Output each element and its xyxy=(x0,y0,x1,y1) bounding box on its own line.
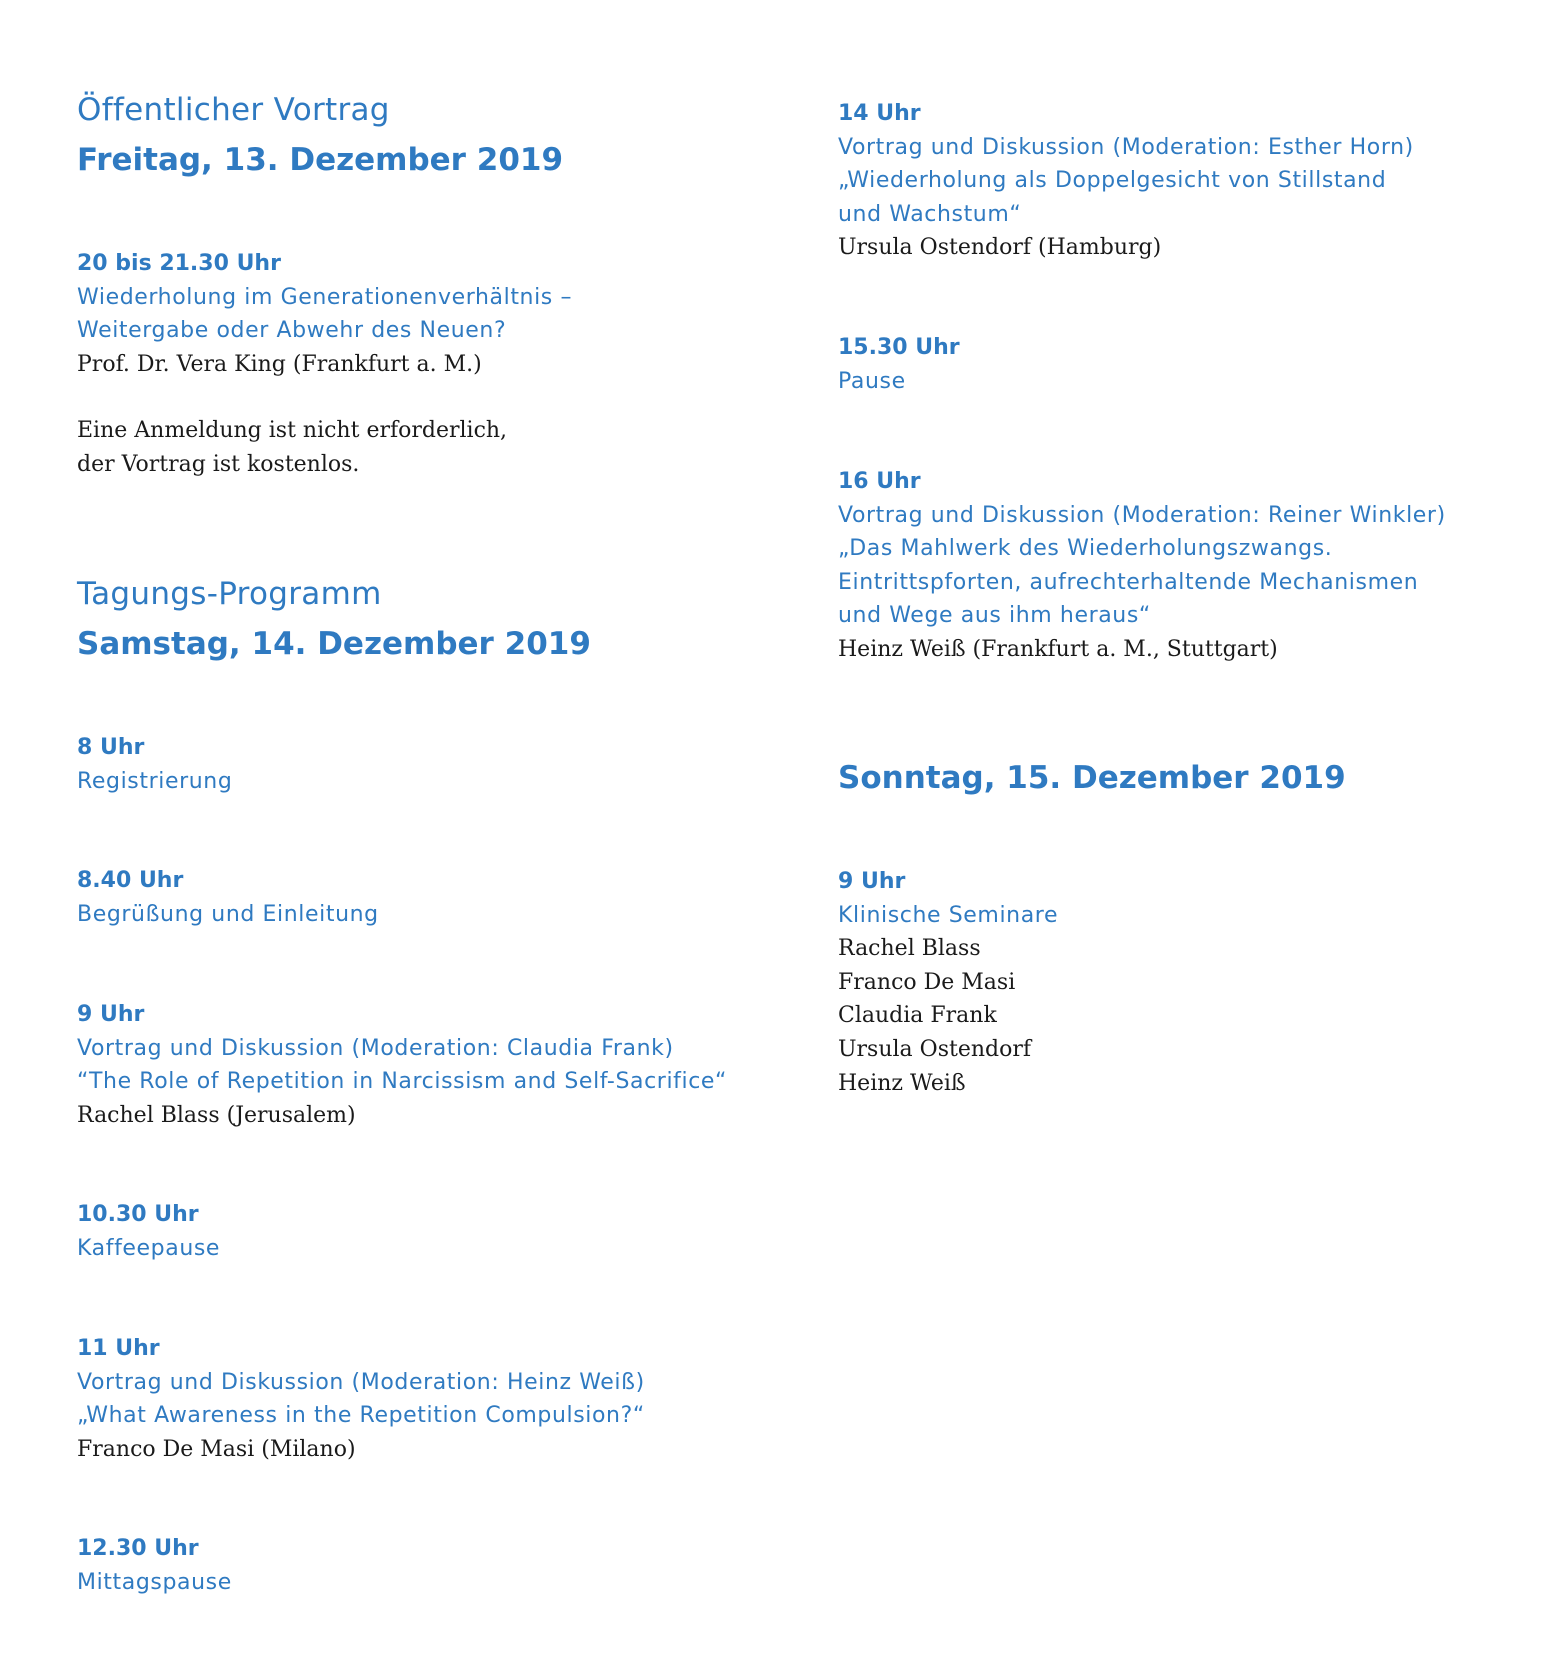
program-time: 12.30 Uhr xyxy=(77,1536,199,1561)
note-line: Eine Anmeldung ist nicht erforderlich, xyxy=(77,418,508,443)
program-speaker: Ursula Ostendorf (Hamburg) xyxy=(838,235,1162,261)
registration-note xyxy=(77,414,507,481)
program-title: Mittagspause xyxy=(77,1569,232,1595)
program-time: 15.30 Uhr xyxy=(838,335,960,360)
program-item xyxy=(838,865,1058,1100)
program-time: 16 Uhr xyxy=(838,469,921,494)
program-time: 11 Uhr xyxy=(77,1336,160,1361)
program-title: Begrüßung und Einleitung xyxy=(77,901,379,927)
program-time: 14 Uhr xyxy=(838,101,921,126)
saturday-date-heading: Samstag, 14. Dezember 2019 xyxy=(77,626,591,662)
program-speaker: Franco De Masi (Milano) xyxy=(77,1436,356,1462)
program-item xyxy=(77,998,727,1132)
conference-program-heading: Tagungs-Programm xyxy=(77,576,382,612)
program-item xyxy=(838,331,960,398)
sunday-date-heading: Sonntag, 15. Dezember 2019 xyxy=(838,760,1346,796)
program-title: Kaffeepause xyxy=(77,1235,221,1261)
program-title: Pause xyxy=(838,368,906,394)
program-item xyxy=(77,864,379,931)
program-item xyxy=(77,1532,232,1599)
program-title: Vortrag und Diskussion (Moderation: Heinz Weiß) xyxy=(77,1369,645,1395)
program-time: 9 Uhr xyxy=(77,1002,145,1027)
lecture-block xyxy=(77,247,572,381)
program-time: 10.30 Uhr xyxy=(77,1202,199,1227)
program-time: 8.40 Uhr xyxy=(77,868,184,893)
program-title: Registrierung xyxy=(77,768,233,794)
program-item xyxy=(77,731,232,798)
program-time: 9 Uhr xyxy=(838,869,906,894)
program-title: Vortrag und Diskussion (Moderation: Esther Horn) xyxy=(838,134,1414,160)
seminar-speaker: Franco De Masi xyxy=(838,969,1016,995)
program-speaker: Heinz Weiß (Frankfurt a. M., Stuttgart) xyxy=(838,636,1278,662)
program-speaker: Rachel Blass (Jerusalem) xyxy=(77,1102,356,1128)
seminar-speaker: Claudia Frank xyxy=(838,1003,997,1029)
lecture-time: 20 bis 21.30 Uhr xyxy=(77,251,281,276)
program-title: Vortrag und Diskussion (Moderation: Claudia Frank) xyxy=(77,1035,674,1061)
program-title: „Wiederholung als Doppelgesicht von Stillstand xyxy=(838,168,1387,194)
program-title: Klinische Seminare xyxy=(838,902,1059,928)
program-item xyxy=(77,1198,220,1265)
program-item xyxy=(838,465,1446,667)
program-item xyxy=(77,1332,645,1466)
public-lecture-heading: Öffentlicher Vortrag xyxy=(77,92,390,128)
program-title: „Das Mahlwerk des Wiederholungszwangs. xyxy=(838,536,1333,562)
note-line: der Vortrag ist kostenlos. xyxy=(77,451,360,477)
lecture-title-line: Wiederholung im Generationenverhältnis – xyxy=(77,284,573,310)
friday-date-heading: Freitag, 13. Dezember 2019 xyxy=(77,142,564,178)
program-title: Vortrag und Diskussion (Moderation: Reiner Winkler) xyxy=(838,502,1446,528)
lecture-title-line: Weitergabe oder Abwehr des Neuen? xyxy=(77,318,507,344)
program-time: 8 Uhr xyxy=(77,735,145,760)
program-title: Eintrittspforten, aufrechterhaltende Mechanismen xyxy=(838,569,1419,595)
seminar-speaker: Rachel Blass xyxy=(838,936,981,962)
seminar-speaker: Heinz Weiß xyxy=(838,1070,966,1096)
program-title: und Wege aus ihm heraus“ xyxy=(838,603,1151,629)
program-title: “The Role of Repetition in Narcissism and Self-Sacrifice“ xyxy=(77,1069,728,1095)
program-title: und Wachstum“ xyxy=(838,201,1022,227)
program-item xyxy=(838,97,1414,265)
seminar-speaker: Ursula Ostendorf xyxy=(838,1036,1032,1062)
program-title: „What Awareness in the Repetition Compulsion?“ xyxy=(77,1403,645,1429)
lecture-speaker: Prof. Dr. Vera King (Frankfurt a. M.) xyxy=(77,351,482,377)
